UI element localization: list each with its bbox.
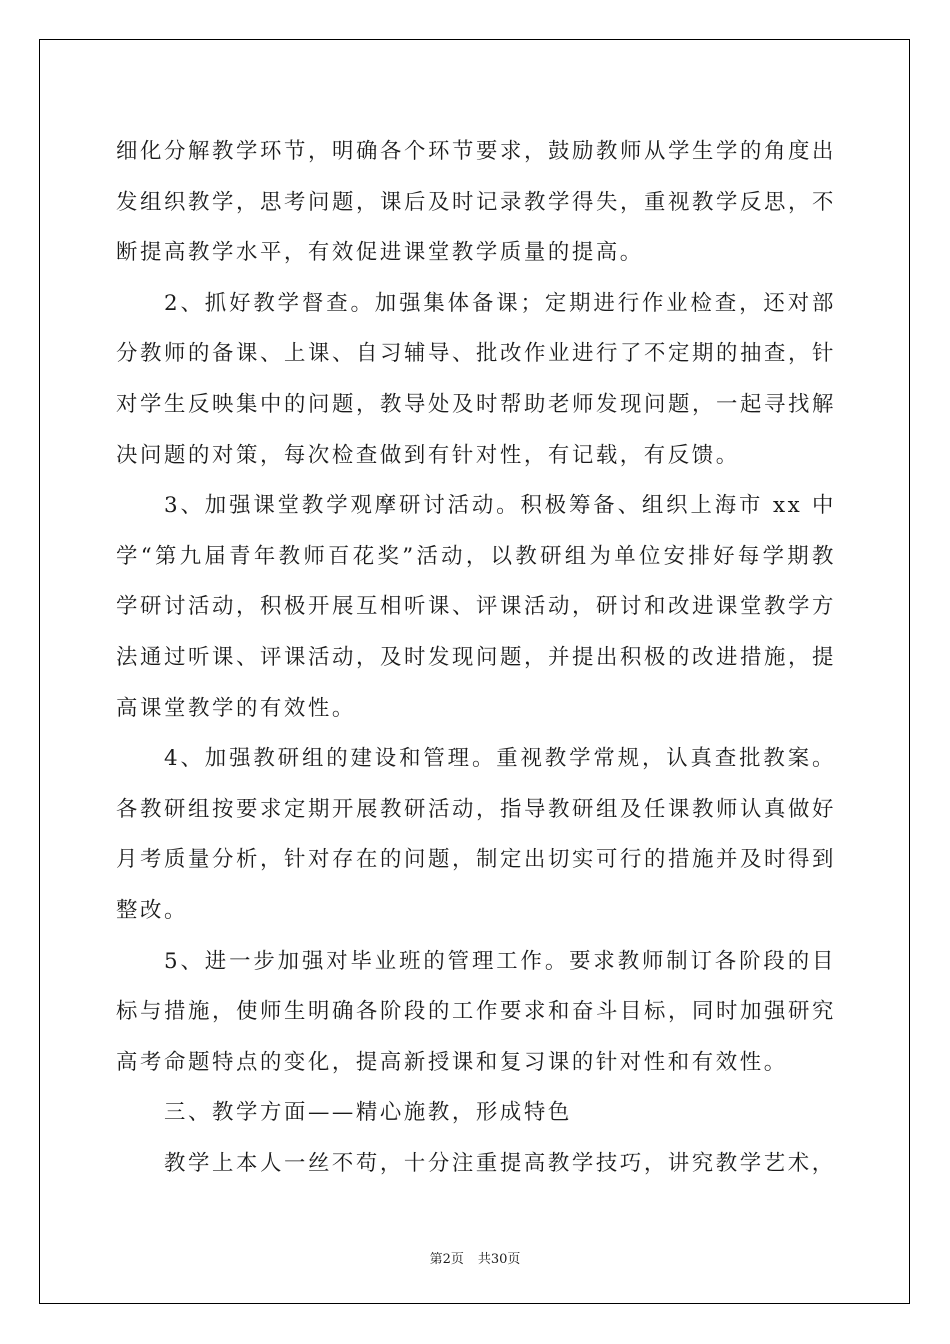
paragraph-6: 教学上本人一丝不苟，十分注重提高教学技巧，讲究教学艺术， [164,1150,836,1176]
document-body [116,127,836,1189]
paragraph-4: 4、加强教研组的建设和管理。重视教学常规，认真查批教案。各教研组按要求定期开展教研活动，指导教研组及任课教师认真做好月考质量分析，针对存在的问题，制定出切实可行的措施并及时得到整改。 [116,746,836,923]
paragraph-5: 5、进一步加强对毕业班的管理工作。要求教师制订各阶段的目标与措施，使师生明确各阶段的工作要求和奋斗目标，同时加强研究高考命题特点的变化，提高新授课和复习课的针对性和有效性。 [116,948,836,1075]
paragraph-1: 细化分解教学环节，明确各个环节要求，鼓励教师从学生学的角度出发组织教学，思考问题，课后及时记录教学得失，重视教学反思，不断提高教学水平，有效促进课堂教学质量的提高。 [116,139,836,266]
page-footer [0,1248,950,1267]
page-number: 第2页 [429,1252,464,1267]
section-heading: 三、教学方面——精心施教，形成特色 [164,1100,572,1126]
page-total: 共30页 [477,1252,521,1267]
paragraph-2: 2、抓好教学督查。加强集体备课；定期进行作业检查，还对部分教师的备课、上课、自习辅导、批改作业进行了不定期的抽查，针对学生反映集中的问题，教导处及时帮助老师发现问题，一起寻找解决问题的对策，每次检查做到有针对性，有记载，有反馈。 [116,290,836,468]
paragraph-3: 3、加强课堂教学观摩研讨活动。积极筹备、组织上海市 xx 中学“第九届青年教师百花奖”活动，以教研组为单位安排好每学期教学研讨活动，积极开展互相听课、评课活动，研讨和改进课堂教学方法通过听课、评课活动，及时发现问题，并提出积极的改进措施，提高课堂教学的有效性。 [116,493,836,721]
